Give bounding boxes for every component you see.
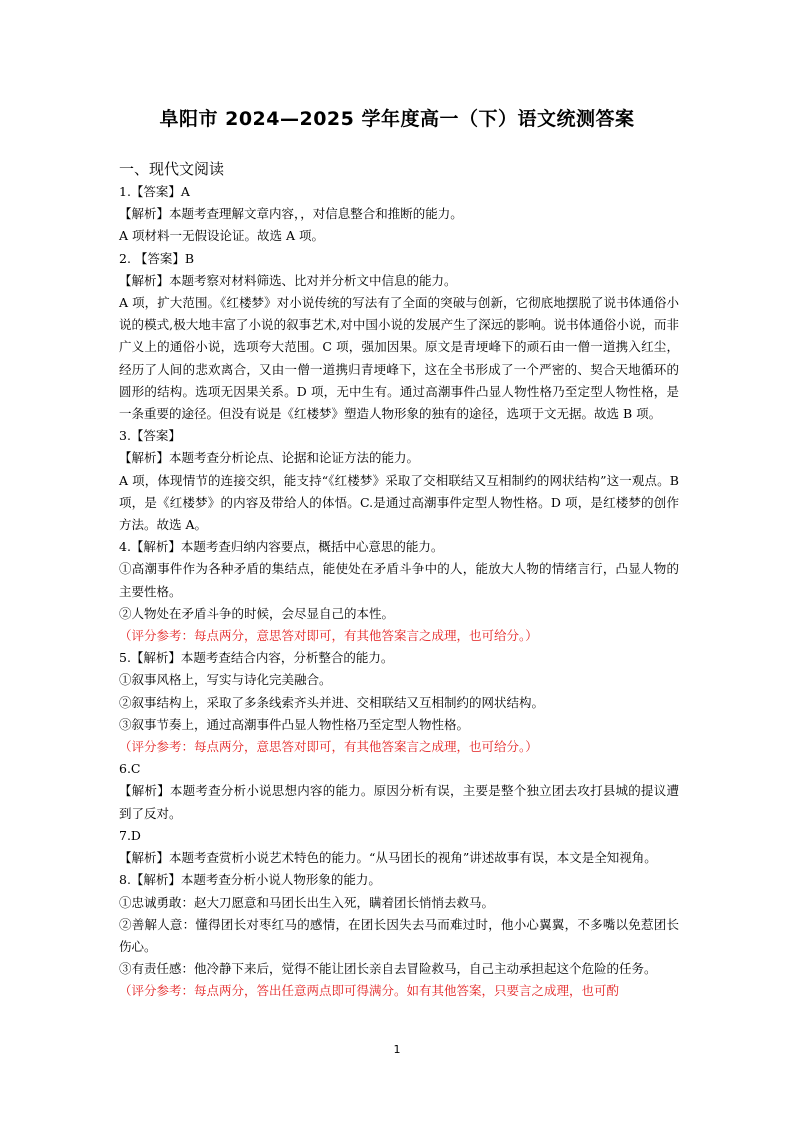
answer-paragraph: 5.【解析】本题考查结合内容，分析整合的能力。: [119, 650, 394, 666]
answer-paragraph: ①叙事风格上，写实与诗化完美融合。: [119, 672, 332, 688]
answer-paragraph: ①高潮事件作为各种矛盾的集结点，能使处在矛盾斗争中的人，能放大人物的情绪言行，凸显人物的主要性格。: [119, 561, 679, 599]
answer-paragraph: A 项，体现情节的连接交织，能支持“《红楼梦》采取了交相联结又互相制约的网状结构”这一观点。B 项，是《红楼梦》的内容及带给人的体悟。C.是通过高潮事件定型人物性格。D 项，是红楼梦的创作方法。故选 A。: [119, 472, 679, 533]
answer-paragraph: ②叙事结构上，采取了多条线索齐头并进、交相联结又互相制约的网状结构。: [119, 694, 545, 710]
answer-paragraph: A 项材料一无假设论证。故选 A 项。: [119, 228, 324, 244]
answer-paragraph: 1.【答案】A: [119, 184, 190, 199]
answer-paragraph: 4.【解析】本题考查归纳内容要点，概括中心意思的能力。: [119, 539, 444, 555]
answer-paragraph: 2. 【答案】B: [119, 250, 195, 266]
answer-paragraph: 【解析】本题考查赏析小说艺术特色的能力。“从马团长的视角”讲述故事有误，本文是全知视角。: [119, 850, 657, 866]
answer-lines: [119, 181, 679, 1003]
section-heading: 一、现代文阅读: [119, 160, 225, 178]
answer-paragraph: 8.【解析】本题考查分析小说人物形象的能力。: [119, 872, 381, 888]
answer-paragraph: 6.C: [119, 761, 141, 777]
answer-paragraph: （评分参考：每点两分，意思答对即可，有其他答案言之成理，也可给分。）: [119, 628, 538, 644]
answer-paragraph: ③叙事节奏上，通过高潮事件凸显人物性格乃至定型人物性格。: [119, 716, 470, 732]
answer-paragraph: 7.D: [119, 827, 141, 843]
answer-paragraph: （评分参考：每点两分，答出任意两点即可得满分。如有其他答案，只要言之成理，也可酌: [119, 983, 620, 999]
document-title: 阜阳市 2024—2025 学年度高一（下）语文统测答案: [159, 108, 635, 130]
page-number: 1: [393, 1043, 401, 1056]
answer-paragraph: ②善解人意：懂得团长对枣红马的感情，在团长因失去马而难过时，他小心翼翼，不多嘴以免惹团长伤心。: [119, 916, 679, 954]
answer-paragraph: ②人物处在矛盾斗争的时候，会尽显自己的本性。: [119, 605, 395, 621]
answer-paragraph: 【解析】本题考察对材料筛选、比对并分析文中信息的能力。: [119, 272, 457, 288]
answer-paragraph: ①忠诚勇敢：赵大刀愿意和马团长出生入死，瞒着团长悄悄去救马。: [119, 894, 495, 910]
answer-paragraph: 3.【答案】: [119, 428, 181, 444]
document-body: [119, 158, 679, 1003]
answer-paragraph: ③有责任感：他冷静下来后，觉得不能让团长亲自去冒险救马，自己主动承担起这个危险的任务。: [119, 961, 657, 977]
answer-paragraph: （评分参考：每点两分，意思答对即可，有其他答案言之成理，也可给分。）: [119, 739, 538, 755]
answer-paragraph: 【解析】本题考查分析小说思想内容的能力。原因分析有误，主要是整个独立团去攻打县城的提议遭到了反对。: [119, 783, 679, 821]
answer-paragraph: A 项，扩大范围。《红楼梦》对小说传统的写法有了全面的突破与创新，它彻底地摆脱了说书体通俗小说的模式,极大地丰富了小说的叙事艺术,对中国小说的发展产生了深远的影响。说书体通俗小说，而非广义上的通俗小说，选项夸大范围。C 项，强加因果。原文是青埂峰下的顽石由一僧一道携入红尘，经历了人间的悲欢离合，又由一僧一道携归青埂峰下，这在全书形成了一个严密的、契合天地循环的圆形的结构。选项无因果关系。D 项，无中生有。通过高潮事件凸显人物性格乃至定型人物性格，是一条重要的途径。但没有说是《红楼梦》塑造人物形象的独有的途径，选项于文无据。故选 B 项。: [119, 295, 679, 422]
answer-paragraph: 【解析】本题考查理解文章内容，，对信息整合和推断的能力。: [119, 206, 463, 222]
answer-paragraph: 【解析】本题考查分析论点、论据和论证方法的能力。: [119, 450, 420, 466]
